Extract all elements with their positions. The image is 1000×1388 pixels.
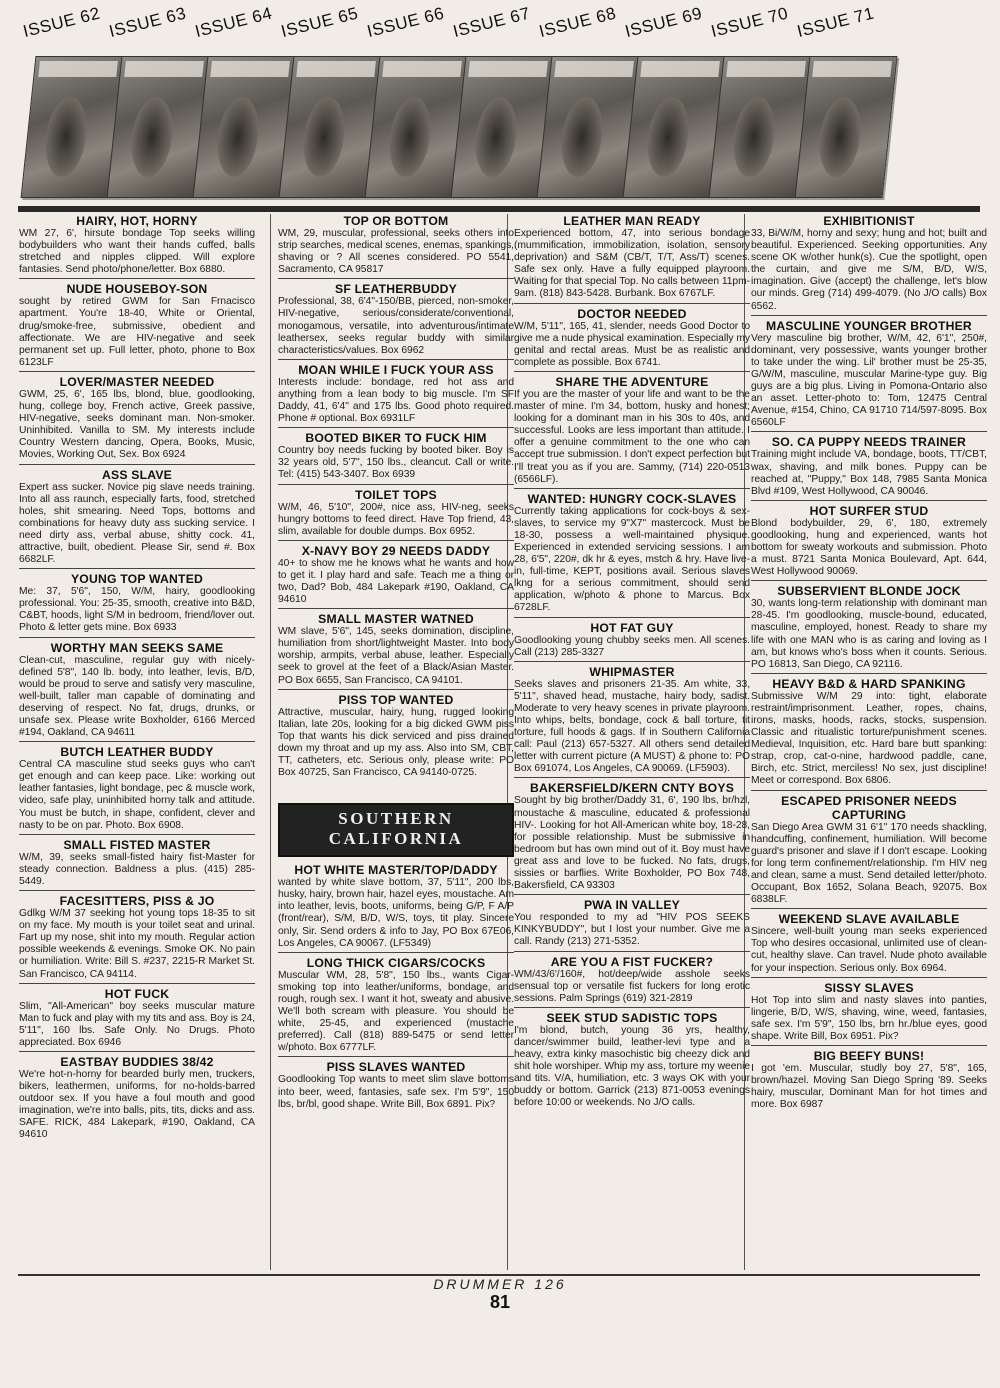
ad-body: Seeks slaves and prisoners 21-35. Am white, 33, 5'11", shaved head, mustache, hairy body, sadist. Moderate to very heavy scenes in private playroom. Into whips, belts, bondage, cock & ball torture, tit torture, full hoods & gags. If in Southern California call: Paul (213) 657-5327. All others send detailed letter with current picture (A MUST) & phone to: PO Box 691074, Los Angeles, CA 90069. (LF5903).	[514, 678, 750, 775]
ad-headline: LONG THICK CIGARS/COCKS	[306, 955, 486, 970]
classified-ad	[19, 894, 255, 984]
ad-headline: WORTHY MAN SEEKS SAME	[50, 640, 224, 655]
ad-body: Slim, "All-American" boy seeks muscular mature Man to fuck and play with my tits and ass. Boy is 24, 5'11", 160 lbs. Safe Only. No Drugs. Photo appreciated. Box 6946	[19, 1000, 256, 1048]
ad-headline: WHIPMASTER	[589, 664, 675, 679]
ad-body: W/M, 46, 5'10", 200#, nice ass, HIV-neg, seeks hungry bottoms to feed direct. Have Top friend, 43, slim, available for double dumps. Box 6952.	[278, 501, 514, 537]
ad-headline: BUTCH LEATHER BUDDY	[60, 745, 214, 760]
ad-body: Experienced bottom, 47, into serious bondage (mummification, immobilization, isolation, sensory deprivation) and S&M (CB/T, T/T, Ass/T) scenes. Safe sex only. Have a fully equipped playroom. Waiting for that special Top. No calls between 11pm-9am. (818) 843-5428. Burbank. Box 6767LF.	[514, 228, 750, 300]
ad-headline: BIG BEEFY BUNS!	[813, 1048, 925, 1063]
ad-headline: YOUNG TOP WANTED	[70, 572, 204, 587]
ad-body: Goodlooking young chubby seeks men. All scenes. Call (213) 285-3327	[514, 634, 750, 658]
ad-body: Expert ass sucker. Novice pig slave needs training. Into all ass raunch, especially farts, food, stretched holes, shit smearing. Need Tops, bottoms and combinations for heavy duty ass sucking service. I need dirty ass, verbal abuse, shitty cock. 41, attractive, built, obedient. Please Sir, send #. Box 6682LF.	[19, 481, 255, 566]
ad-headline: TOILET TOPS	[355, 487, 437, 502]
ad-body: W/M, 39, seeks small-fisted hairy fist-Master for steady connection. Baldness a plus. (415) 285-5449.	[19, 851, 255, 887]
ad-headline: X-NAVY BOY 29 NEEDS DADDY	[301, 543, 491, 558]
ad-headline: HOT WHITE MASTER/TOP/DADDY	[294, 863, 498, 878]
ad-body: Blond bodybuilder, 29, 6', 180, extremely goodlooking, hung and experienced, wants hot bottom for sweaty workouts and submission. Photo a must. 8721 Santa Monica Boulevard, Apt. 644, West Hollywood 90069.	[751, 517, 987, 578]
region-banner-line: SOUTHERN	[338, 809, 454, 829]
issue-label: ISSUE 62	[21, 3, 103, 42]
issue-cover	[193, 3, 292, 208]
ad-body: Hot Top into slim and nasty slaves into panties, lingerie, B/D, W/S, shaving, wine, weed, fantasies, safe sex. I'm 5'9", 150 lbs, brn hr./blue eyes, good shape. Write Bill, Box 6951. Pix?	[751, 994, 987, 1042]
ad-body: WM slave, 5'6", 145, seeks domination, discipline, humiliation from short/lightweight Master. Into body worship, armpits, verbal abuse, leather. Especially seek to grovel at the feet of a Black/Asian Master. PO Box 6655, San Francisco, CA 94101.	[278, 626, 514, 686]
classified-ad	[278, 956, 514, 1058]
classified-ad	[751, 319, 987, 433]
issue-cover	[537, 3, 636, 208]
classified-ad	[278, 863, 514, 953]
ad-body: Gdlkg W/M 37 seeking hot young tops 18-35 to sit on my face. My mouth is your toilet seat and urinal. Fart up my nose, shit into my mouth. Regular action possible weekends & evenings. Smoke OK. No pain or humiliation. Write: Bill S. #237, 2215-R Market St. San Francisco, CA 94114.	[19, 908, 255, 980]
page-number: 81	[489, 1292, 511, 1312]
issue-label: ISSUE 65	[279, 3, 361, 42]
classified-ad	[751, 504, 987, 581]
issue-cover	[451, 3, 550, 208]
ad-body: You responded to my ad "HIV POS SEEKS KINKYBUDDY", but I lost your number. Give me a call. Randy (213) 271-5352.	[514, 912, 750, 948]
ad-headline: WEEKEND SLAVE AVAILABLE	[778, 912, 960, 927]
ad-headline: EXHIBITIONIST	[823, 214, 915, 228]
ad-body: Currently taking applications for cock-boys & sex-slaves, to service my 9"X7" mastercock. Must be 18-30, possess a well-maintained physique. Experienced in extended servicing sessions. I am 28, 6'5", 220#, dk hr & eyes, mstch & hry. Have live-in, full-time, KEPT, positions avail. Serious slaves lkng for a serious commitment, should send application, w/photo & phone to Marcus. Box 6728LF.	[514, 505, 750, 614]
ad-body: 40+ to show me he knows what he wants and how to get it. I play hard and safe. Teach me a thing or two, Dad? Bob, 484 Lakepark #190, Oakland, CA 94610	[278, 557, 514, 606]
ad-body: I'm blond, butch, young 36 yrs, healthy, dancer/swimmer build, leather-levi type and a heavy, extra kinky masochistic big cheezy dick and shit hole worshiper. Whip my ass, torture my weenie and tits. V/A, humiliation, etc. 3 ways OK with your buddy or bottom. Garrick (213) 871-0053 evenings before 10:00 or weekends. No J/O calls.	[514, 1024, 750, 1109]
issue-label: ISSUE 68	[537, 3, 619, 42]
classified-ad	[514, 955, 750, 1008]
issue-label: ISSUE 69	[623, 3, 705, 42]
ad-body: Central CA masculine stud seeks guys who can't get enough and can keep pace. Like: working out leather fantasies, light bondage, pec & muscle work, video, safe play, uninhibited horny talk and attitude. You must be butch, in shape, confident, clever and nasty to be on par. Photo. Box 6908.	[19, 759, 255, 831]
ad-headline: HEAVY B&D & HARD SPANKING	[772, 676, 966, 691]
ad-headline: FACESITTERS, PISS & JO	[59, 894, 215, 909]
issue-covers-strip	[20, 3, 980, 208]
issue-label: ISSUE 71	[795, 3, 877, 42]
classified-ad	[278, 363, 514, 428]
ad-headline: WANTED: HUNGRY COCK-SLAVES	[527, 491, 737, 506]
ad-headline: MOAN WHILE I FUCK YOUR ASS	[298, 362, 494, 377]
ad-headline: PWA IN VALLEY	[583, 898, 681, 913]
ad-headline: DOCTOR NEEDED	[577, 306, 687, 321]
classified-ad	[514, 214, 750, 304]
ad-headline: NUDE HOUSEBOY-SON	[66, 282, 208, 297]
issue-label: ISSUE 63	[107, 3, 189, 42]
ad-headline: PISS SLAVES WANTED	[326, 1060, 466, 1075]
classified-ad	[751, 1049, 987, 1111]
ad-body: I got 'em. Muscular, studly boy 27, 5'8", 165, brown/hazel. Moving San Diego Spring '89. Seeks hairy, muscular, Dominant Man for hot times and more. Box 6987	[751, 1062, 987, 1111]
ad-body: If you are the master of your life and want to be the master of mine. I'm 34, bottom, husky and honest; looking for a dominant man in his 30s to 40s, and successful. Looks are less important than attitude. I offer a genuine commitment to the one who can accept true submission. I don't expect perfection but I'll treat you as if you are. Sammy, (714) 220-0513 (6566LF).	[514, 388, 750, 485]
classified-ad	[19, 375, 255, 465]
ad-body: GWM, 25, 6', 165 lbs, blond, blue, goodlooking, hung, college boy, French active, Greek passive, HIV-negative, seeks dominant man. Non-smoker. Uninhibited. Vanilla to SM. My interests include Country Western dancing, Opera, Books, Music, Movies, Working Out, Sex. Box 6924	[19, 388, 255, 461]
ad-headline: LEATHER MAN READY	[563, 214, 701, 228]
ad-headline: SUBSERVIENT BLONDE JOCK	[777, 584, 961, 599]
classified-ad	[278, 214, 514, 279]
ad-headline: HOT SURFER STUD	[809, 503, 929, 518]
ad-body: WM 27, 6', hirsute bondage Top seeks willing bodybuilders who want their hands cuffed, balls stretched and nipples clipped. Will explore fantasies. Send photo/phone/letter. Box 6880.	[19, 228, 255, 276]
classified-ad	[514, 492, 750, 618]
issue-cover	[21, 3, 120, 208]
ad-headline: ASS SLAVE	[102, 467, 172, 482]
classified-ad	[751, 677, 987, 791]
ad-body: Sincere, well-built young man seeks experienced Top who desires occasional, unlimited use of clean-cut, healthy slave. Can travel. Nude photo available for your inspection. Serious only. Box 6964.	[751, 926, 987, 974]
classified-ad	[278, 693, 514, 780]
classified-ad	[278, 431, 514, 484]
ad-headline: BAKERSFIELD/KERN CNTY BOYS	[529, 781, 735, 796]
issue-cover	[365, 3, 464, 208]
ad-headline: HOT FUCK	[104, 986, 170, 1001]
ad-headline: SO. CA PUPPY NEEDS TRAINER	[771, 435, 967, 450]
classified-ad	[19, 838, 255, 891]
ad-body: Attractive, muscular, hairy, hung, rugged looking Italian, late 20s, looking for a big dicked GWM piss Top that wants his dick serviced and piss drained down my throat and up my ass. Also into SM, CBT, TT, catheters, etc. Serious only, please write: PO Box 40725, San Francisco, CA 94140-0725.	[278, 706, 514, 779]
ad-headline: SMALL MASTER WATNED	[318, 612, 474, 627]
ad-body: Sought by big brother/Daddy 31, 6', 190 lbs, br/hzl, moustache & masculine, educated & professional HIV-. Looking for hot All-American white boy, 18-28, for possible relationship. Must be submissive in bedroom but has own mind out of it. Boy must have great ass and love to be fucked. No fats, drugs, sissies or barflies. Write Boxholder, PO Box 748, Bakersfield, CA 93303	[514, 795, 750, 892]
column-divider	[270, 214, 271, 1270]
region-banner	[278, 803, 514, 857]
classified-ad	[278, 1060, 514, 1110]
ad-headline: SEEK STUD SADISTIC TOPS	[546, 1010, 718, 1025]
classified-ad	[751, 435, 987, 500]
classified-ad	[751, 794, 987, 910]
issue-label: ISSUE 64	[193, 3, 275, 42]
classified-ad	[751, 912, 987, 977]
classified-ad	[751, 981, 987, 1046]
ad-headline: TOP OR BOTTOM	[343, 214, 449, 228]
ad-body: WM/43/6'/160#, hot/deep/wide asshole seeks sensual top or versatile fist fuckers for long erotic sessions. Palm Springs (619) 321-2819	[514, 968, 750, 1004]
classified-ad	[751, 584, 987, 674]
classified-ad	[514, 665, 750, 779]
ad-headline: SHARE THE ADVENTURE	[555, 374, 709, 389]
ad-column-1	[19, 214, 255, 1145]
ad-body: Very masculine big brother, W/M, 42, 6'1", 250#, dominant, very possessive, wants younger brother to take under the wing. Lil' brother must be 25-35, G/W/M, masculine, muscular Marine-type guy. Big guys are a big plus. Living in Pomona-Ontario also an asset. Letter-photo to: Tom, 12475 Central Avenue, #154, Chino, CA 91710 714/597-8095. Box 6560LF	[751, 332, 987, 429]
publication-name: DRUMMER 126	[433, 1276, 567, 1292]
ad-body: Submissive W/M 29 into: tight, elaborate restraint/imprisonment. Leather, ropes, chains, irons, masks, hoods, racks, stocks, suspension. Classic and ritualistic torture/punishment scenes. Medieval, Inquisition, etc. Hard bare butt spanking: strap, crop, cat-o-nine, hardwood paddle, cane, Birch, etc. Strict, merciless! No sex, just discipline! Meet or correspond. Box 6806.	[751, 690, 987, 787]
classified-ad	[278, 544, 514, 609]
classified-ad	[19, 214, 255, 279]
classified-ad	[514, 898, 750, 951]
ad-headline: ARE YOU A FIST FUCKER?	[550, 954, 714, 969]
classified-ad	[19, 745, 255, 835]
ad-body: WM, 29, muscular, professional, seeks others into strip searches, medical scenes, enemas, spankings, shaving or ? All scenes considered. PO 5541, Sacramento, CA 95817	[278, 228, 514, 276]
classified-ad	[19, 572, 255, 637]
ad-headline: BOOTED BIKER TO FUCK HIM	[305, 431, 487, 446]
classified-ad	[19, 641, 255, 743]
classified-ad	[514, 375, 750, 489]
classified-ad	[514, 1011, 750, 1110]
cover-photo	[795, 56, 898, 198]
issue-cover	[795, 3, 894, 208]
issue-label: ISSUE 67	[451, 3, 533, 42]
ad-headline: HAIRY, HOT, HORNY	[76, 214, 198, 228]
classified-ad	[19, 1055, 255, 1142]
ad-headline: SMALL FISTED MASTER	[63, 837, 211, 852]
ad-headline: SISSY SLAVES	[824, 980, 914, 995]
ad-body: 30, wants long-term relationship with dominant man 28-45. I'm goodlooking, muscle-bound, educated, masculine, employed, honest. Ready to share my life with one MAN who is as caring and loving as I am, but knows who's boss when it counts. Serious. PO 16813, San Diego, CA 92116.	[751, 598, 987, 670]
classified-ad	[19, 282, 255, 372]
issue-cover	[279, 3, 378, 208]
issue-cover	[623, 3, 722, 208]
ad-body: Goodlooking Top wants to meet slim slave bottoms into beer, weed, fantasies, safe sex. I'm 5'9", 150 lbs, br/bl, good shape. Write Bill, Box 6891. Pix?	[278, 1074, 514, 1110]
ad-body: Training might include VA, bondage, boots, TT/CBT, wax, shaving, and milk bones. Puppy can be reached at, "Puppy," Box 148, 7985 Santa Monica Blvd #109, West Hollywood, CA 90046.	[751, 449, 987, 497]
classified-ad	[278, 612, 514, 689]
ad-body: Interests include: bondage, red hot ass and anything from a lean body to big muscle. I'm SF Daddy, 41, 6'4" and 175 lbs. Good photo required. Phone # optional. Box 6931LF	[278, 376, 514, 425]
classified-ad	[19, 468, 255, 570]
header-rule	[18, 206, 980, 212]
ad-column-4	[751, 214, 987, 1114]
ad-headline: PISS TOP WANTED	[338, 692, 454, 707]
ad-headline: LOVER/MASTER NEEDED	[59, 374, 215, 389]
ad-headline: EASTBAY BUDDIES 38/42	[60, 1054, 214, 1069]
classified-ad	[278, 488, 514, 541]
ad-body: Me: 37, 5'6", 150, W/M, hairy, goodlooking professional. You: 25-35, smooth, creative into B&D, C&BT, hoods, light S/M in bedroom, friend/lover out. Photo & letter gets mine. Box 6933	[19, 586, 255, 634]
issue-cover	[709, 3, 808, 208]
ad-body: sought by retired GWM for San Frnacisco apartment. You're 18-40, White or Oriental, drug/smoke-free, submissive, obedient and affectionate. We are HIV-negative and seek permanent set up. Full letter, photo, phone to Box 6123LF	[19, 296, 255, 368]
ad-body: We're hot-n-horny for bearded burly men, truckers, bikers, leathermen, uniforms, for no-holds-barred outdoor sex. If you have a foul mouth and good imagination, we're into balls, pits, tits, dicks and ass. SAFE. RICK, 484 Lakepark, #190, Oakland, CA 94610	[19, 1068, 255, 1141]
ad-body: wanted by white slave bottom, 37, 5'11", 200 lbs, husky, hairy, brown hair, hazel eyes, moustache. Am into leather, levis, boots, uniforms, being G/P, F A/P (front/rear), S/M, B/D, W/S, toys, tit play. Sincere only, Sir. Send orders & info to Jay, PO Box 67E06, Los Angeles, CA 90067. (LF5349)	[278, 877, 514, 949]
ad-column-3	[514, 214, 750, 1112]
ad-column-2	[278, 214, 514, 1114]
classified-ad	[514, 621, 750, 662]
ad-headline: SF LEATHERBUDDY	[335, 282, 457, 297]
classified-ad	[19, 987, 255, 1052]
region-banner-line: CALIFORNIA	[328, 829, 464, 849]
classified-ad	[514, 307, 750, 372]
issue-label: ISSUE 66	[365, 3, 447, 42]
classified-ad	[514, 781, 750, 895]
ad-body: San Diego Area GWM 31 6'1" 170 needs shackling, handcuffing, confinement, humiliation. Will become guard's prisoner and slave if I don't escape. Looking for long term confinement/relationship. I'm HIV neg and clean, same a must. Send detailed letter/photo. Occupant, Box 1652, Solana Beach, 92075. Box 6838LF.	[751, 821, 987, 906]
ad-body: Country boy needs fucking by booted biker. Boy is 32 years old, 5'7", 150 lbs., cleancut. Call or write. Tel: (415) 543-3407. Box 6939	[278, 445, 514, 481]
ad-body: Professional, 38, 6'4"-150/BB, pierced, non-smoker, HIV-negative, serious/considerate/conventional, monogamous, versatile, into adventurous/intimate leathersex, seeks regular buddy with similar characteristics/values. Box 6962	[278, 296, 514, 356]
ad-headline: HOT FAT GUY	[590, 620, 674, 635]
classified-ad	[278, 282, 514, 359]
ad-headline: ESCAPED PRISONER NEEDS CAPTURING	[781, 793, 957, 822]
ad-body: Muscular WM, 28, 5'8", 150 lbs., wants Cigar-smoking top into leather/uniforms, bondage, and rough, rough sex. I want it hot, sweaty and abusive. We'll both scream with pleasure. You should be white, 25-45, and experienced (mustache preferred). Call (818) 889-5475 or send letter w/photo. Box 6777LF.	[278, 969, 514, 1054]
classified-ad	[751, 214, 987, 316]
ad-headline: MASCULINE YOUNGER BROTHER	[766, 318, 972, 333]
issue-cover	[107, 3, 206, 208]
ad-body: W/M, 5'11", 165, 41, slender, needs Good Doctor to give me a nude physical examination. Especially my genital and rectal areas. Must be as realistic and complete as possible. Box 6741.	[514, 320, 750, 368]
ad-body: Clean-cut, masculine, regular guy with nicely-defined 5'8", 140 lb. body, into leather, levis, B/D, would be proud to serve and satisfy very masculine, well-built, taller man capable of dominating and deserving of respect. No fat, drugs, drunks, or unsafe sex. Please write Boxholder, 6166 Merced #194, Oakland, CA 94611	[19, 654, 255, 739]
issue-label: ISSUE 70	[709, 3, 791, 42]
ad-body: 33, Bi/W/M, horny and sexy; hung and hot; built and beautiful. Experienced. Seeking opportunities. Any scene OK w/other hunk(s). Cue the spotlight, open the curtain, and give me S/M, B/D, W/S, imagination. Give (accept) the challenge, let's blow our minds. Greg (714) 499-4079. (No J/O calls) Box 6562.	[751, 228, 987, 312]
